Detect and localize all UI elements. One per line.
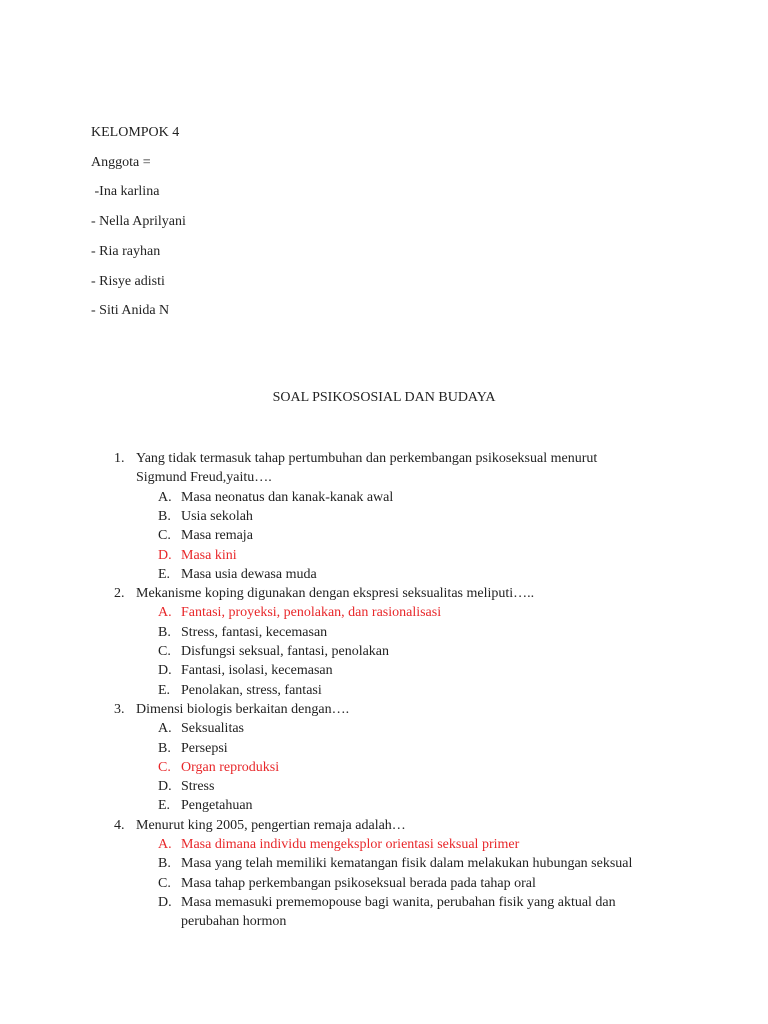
answer-option: Masa tahap perkembangan psikoseksual berada pada tahap oral: [181, 875, 536, 891]
answer-option: Stress: [181, 779, 215, 795]
answer-option-letter: A.: [158, 721, 172, 737]
question-number: 2.: [114, 586, 125, 602]
answer-option-letter: B.: [158, 508, 171, 524]
answer-option-letter: D.: [158, 894, 172, 910]
answer-option-correct: Masa dimana individu mengeksplor orientasi seksual primer: [181, 837, 520, 852]
answer-option-correct: Masa kini: [181, 547, 237, 563]
answer-option-letter: A.: [158, 489, 172, 505]
answer-option-letter: B.: [158, 624, 171, 640]
group-heading: KELOMPOK 4: [91, 125, 180, 140]
answer-option-correct: Fantasi, proyeksi, penolakan, dan rasionalisasi: [181, 605, 442, 621]
question-text: Sigmund Freud,yaitu….: [136, 470, 272, 486]
answer-option-letter: E.: [158, 566, 171, 582]
question-number: 1.: [114, 451, 125, 466]
answer-option: Masa memasuki prememopouse bagi wanita, perubahan fisik yang aktual dan: [181, 894, 616, 910]
answer-option: Masa usia dewasa muda: [181, 566, 317, 582]
answer-option: Fantasi, isolasi, kecemasan: [181, 663, 333, 679]
answer-option-letter-correct: D.: [158, 547, 172, 563]
member-item: - Ria rayhan: [91, 244, 161, 259]
answer-option: Pengetahuan: [181, 798, 253, 814]
answer-option: Seksualitas: [181, 721, 244, 737]
answer-option: perubahan hormon: [181, 914, 287, 930]
answer-option: Usia sekolah: [181, 508, 253, 524]
question-number: 3.: [114, 701, 125, 717]
answer-option-letter-correct: C.: [158, 759, 171, 775]
question-text: Mekanisme koping digunakan dengan ekspresi seksualitas meliputi…..: [136, 586, 535, 602]
question-text: Dimensi biologis berkaitan dengan….: [136, 701, 350, 717]
question-text: Menurut king 2005, pengertian remaja adalah…: [136, 817, 406, 833]
answer-option: Persepsi: [181, 740, 228, 756]
document-title: SOAL PSIKOSOSIAL DAN BUDAYA: [272, 390, 496, 405]
answer-option-letter: C.: [158, 875, 171, 891]
answer-option-letter-correct: A.: [158, 837, 172, 852]
member-item: -Ina karlina: [91, 184, 160, 199]
answer-option-letter: C.: [158, 528, 171, 544]
answer-option-letter: B.: [158, 856, 171, 872]
members-label: Anggota =: [91, 155, 151, 170]
member-item: - Risye adisti: [91, 274, 165, 289]
question-text: Yang tidak termasuk tahap pertumbuhan dan perkembangan psikoseksual menurut: [136, 451, 598, 466]
answer-option-letter: C.: [158, 644, 171, 659]
answer-option: Masa neonatus dan kanak-kanak awal: [181, 489, 394, 505]
answer-option: Masa yang telah memiliki kematangan fisik dalam melakukan hubungan seksual: [181, 856, 633, 872]
answer-option-letter: D.: [158, 779, 172, 795]
answer-option-letter: D.: [158, 663, 172, 679]
answer-option: Masa remaja: [181, 528, 253, 544]
answer-option-correct: Organ reproduksi: [181, 759, 280, 775]
answer-option-letter: E.: [158, 682, 171, 698]
question-number: 4.: [114, 817, 125, 833]
answer-option-letter: E.: [158, 798, 171, 814]
answer-option: Penolakan, stress, fantasi: [181, 682, 322, 698]
answer-option: Stress, fantasi, kecemasan: [181, 624, 328, 640]
member-item: - Siti Anida N: [91, 303, 170, 318]
member-item: - Nella Aprilyani: [91, 214, 186, 229]
answer-option: Disfungsi seksual, fantasi, penolakan: [181, 644, 390, 659]
answer-option-letter-correct: A.: [158, 605, 172, 621]
answer-option-letter: B.: [158, 740, 171, 756]
